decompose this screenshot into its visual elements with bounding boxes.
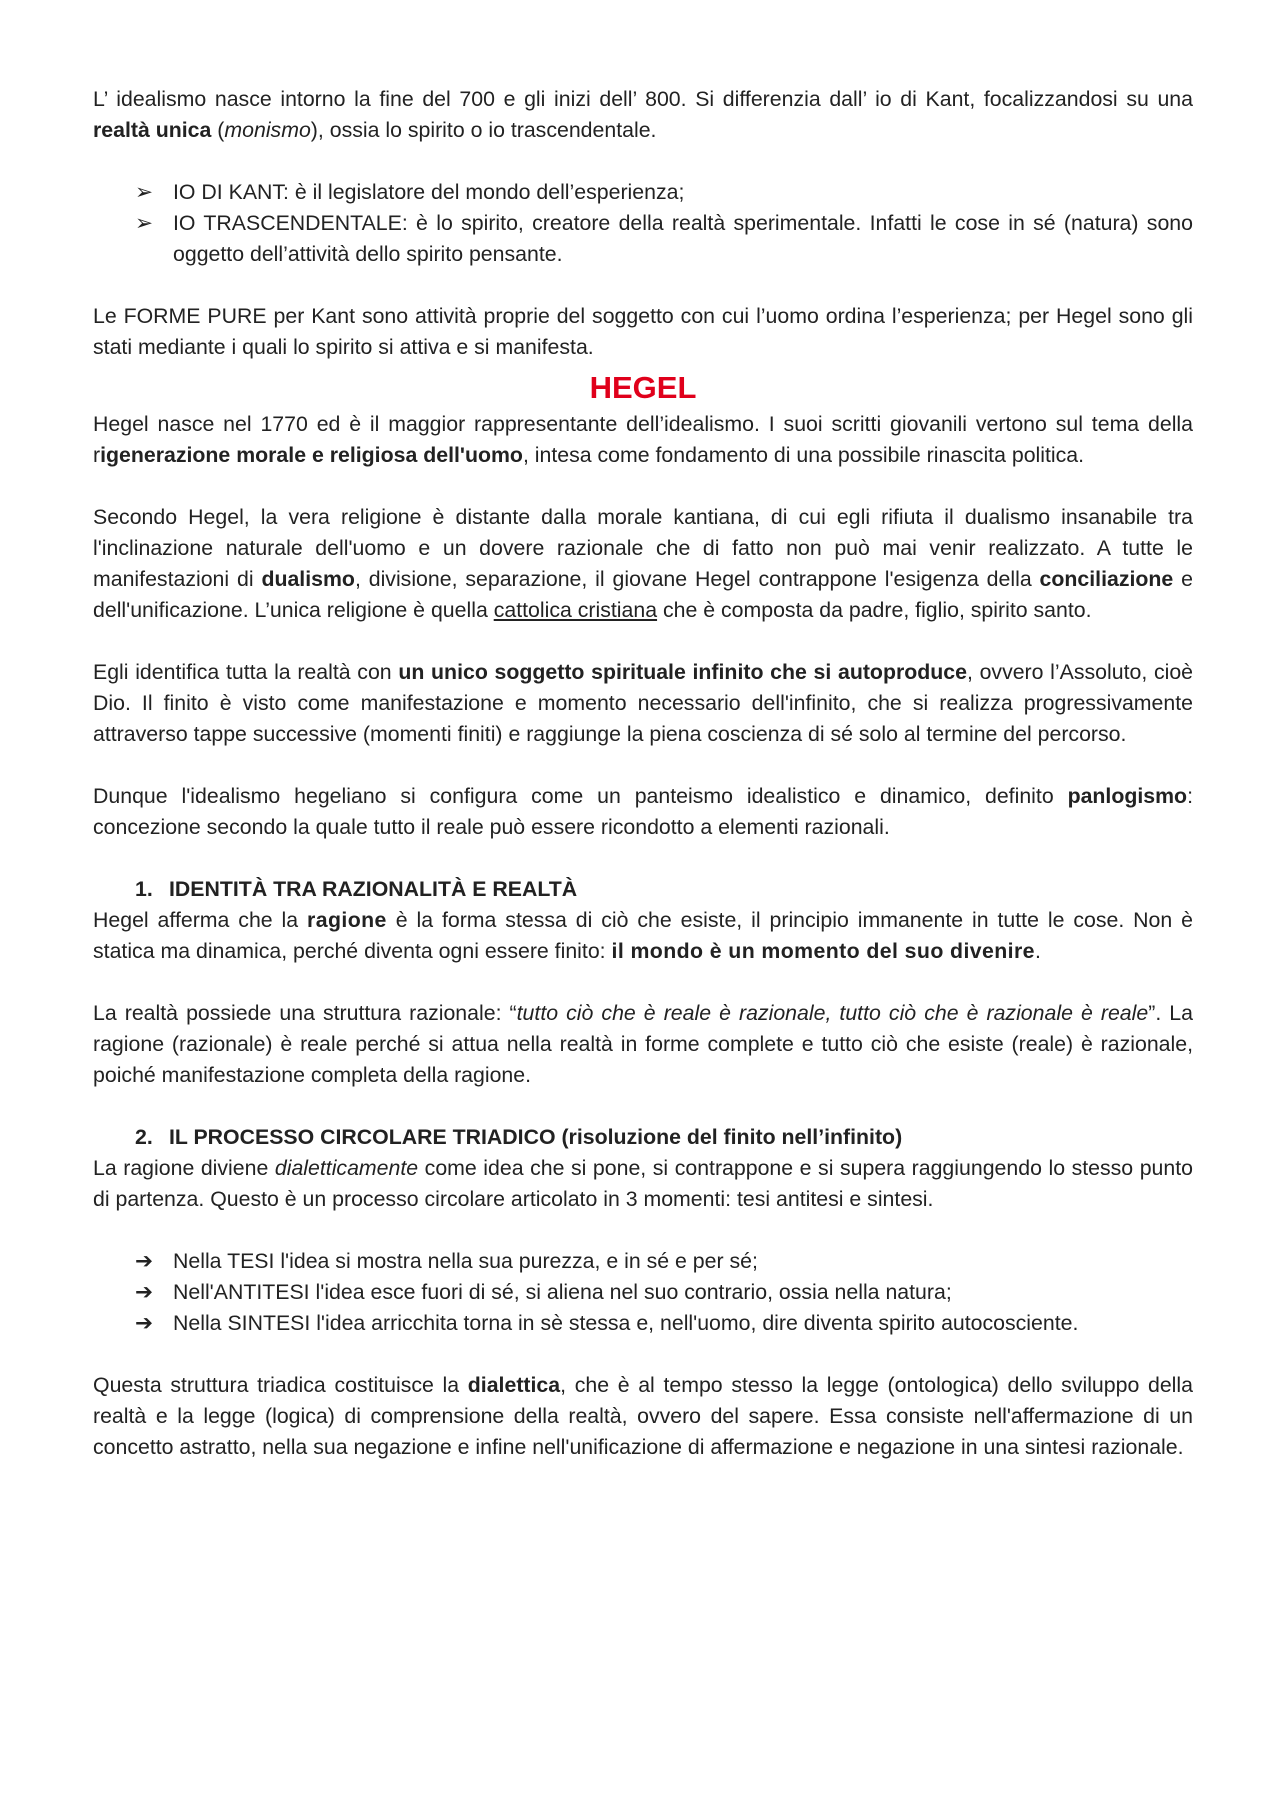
arrow-right-icon: ➔ <box>135 1280 153 1304</box>
hegel-paragraph-3: Egli identifica tutta la realtà con un unico soggetto spirituale infinito che si autoproduce, ovvero l’Assoluto, cioè Dio. Il finito è visto come manifestazione e momento necessario dell'infinito, che si realizza progressivamente attraverso tappe successive (momenti finiti) e raggiunge la piena coscienza di sé solo al termine del percorso. <box>93 660 1194 746</box>
document-page <box>93 84 1193 1463</box>
hegel-paragraph-1: Hegel nasce nel 1770 ed è il maggior rappresentante dell’idealismo. I suoi scritti giovanili vertono sul tema della rigenerazione morale e religiosa dell'uomo, intesa come fondamento di una possibile rinascita politica. <box>93 412 1193 467</box>
intro-paragraph: L’ idealismo nasce intorno la fine del 700 e gli inizi dell’ 800. Si differenzia dall’ io di Kant, focalizzandosi su una realtà unica (monismo), ossia lo spirito o io trascendentale. <box>93 87 1193 142</box>
section-2-paragraph-1: La ragione diviene dialetticamente come idea che si pone, si contrappone e si supera raggiungendo lo stesso punto di partenza. Questo è un processo circolare articolato in 3 momenti: tesi antitesi e sintesi. <box>93 1156 1193 1211</box>
list-item: ➢ IO DI KANT: è il legislatore del mondo dell’esperienza; <box>135 177 1193 208</box>
arrow-right-icon: ➔ <box>135 1249 153 1273</box>
kant-bullet-list <box>93 177 1193 270</box>
forme-pure-paragraph: Le FORME PURE per Kant sono attività proprie del soggetto con cui l’uomo ordina l’esperienza; per Hegel sono gli stati mediante i quali lo spirito si attiva e si manifesta. <box>93 304 1193 359</box>
page-title: HEGEL <box>589 370 697 405</box>
section-1-paragraph-1: Hegel afferma che la ragione è la forma stessa di ciò che esiste, il principio immanente in tutte le cose. Non è statica ma dinamica, perché diventa ogni essere finito: il mondo è un momento del suo divenire. <box>93 908 1193 963</box>
list-item: ➔ Nella SINTESI l'idea arricchita torna in sè stessa e, nell'uomo, dire diventa spirito autocosciente. <box>135 1308 1193 1339</box>
list-item: ➔ Nella TESI l'idea si mostra nella sua purezza, e in sé e per sé; <box>135 1246 1193 1277</box>
list-item: ➔ Nell'ANTITESI l'idea esce fuori di sé, si aliena nel suo contrario, ossia nella natura; <box>135 1277 1193 1308</box>
hegel-paragraph-4: Dunque l'idealismo hegeliano si configura come un panteismo idealistico e dinamico, definito panlogismo: concezione secondo la quale tutto il reale può essere ricondotto a elementi razionali. <box>93 784 1193 839</box>
arrowhead-bullet-icon: ➢ <box>135 211 153 235</box>
section-2-heading: 2. IL PROCESSO CIRCOLARE TRIADICO (risoluzione del finito nell’infinito) <box>135 1125 903 1149</box>
arrowhead-bullet-icon: ➢ <box>135 180 153 204</box>
section-1-heading: 1. IDENTITÀ TRA RAZIONALITÀ E REALTÀ <box>135 877 578 901</box>
section-1-paragraph-2: La realtà possiede una struttura razionale: “tutto ciò che è reale è razionale, tutto ciò che è razionale è reale”. La ragione (razionale) è reale perché si attua nella realtà in forme complete e tutto ciò che esiste (reale) è razionale, poiché manifestazione completa della ragione. <box>93 1001 1193 1087</box>
hegel-paragraph-2: Secondo Hegel, la vera religione è distante dalla morale kantiana, di cui egli rifiuta il dualismo insanabile tra l'inclinazione naturale dell'uomo e un dovere razionale che di fatto non può mai venir realizzato. A tutte le manifestazioni di dualismo, divisione, separazione, il giovane Hegel contrappone l'esigenza della conciliazione e dell'unificazione. L’unica religione è quella cattolica cristiana che è composta da padre, figlio, spirito santo. <box>93 505 1193 622</box>
arrow-right-icon: ➔ <box>135 1311 153 1335</box>
triadic-bullet-list <box>93 1246 1193 1339</box>
section-2-paragraph-2: Questa struttura triadica costituisce la dialettica, che è al tempo stesso la legge (ontologica) dello sviluppo della realtà e la legge (logica) di comprensione della realtà, ovvero del sapere. Essa consiste nell'affermazione di un concetto astratto, nella sua negazione e infine nell'unificazione di affermazione e negazione in una sintesi razionale. <box>93 1373 1193 1459</box>
list-item: ➢ IO TRASCENDENTALE: è lo spirito, creatore della realtà sperimentale. Infatti le cose in sé (natura) sono oggetto dell’attività dello spirito pensante. <box>135 208 1193 270</box>
